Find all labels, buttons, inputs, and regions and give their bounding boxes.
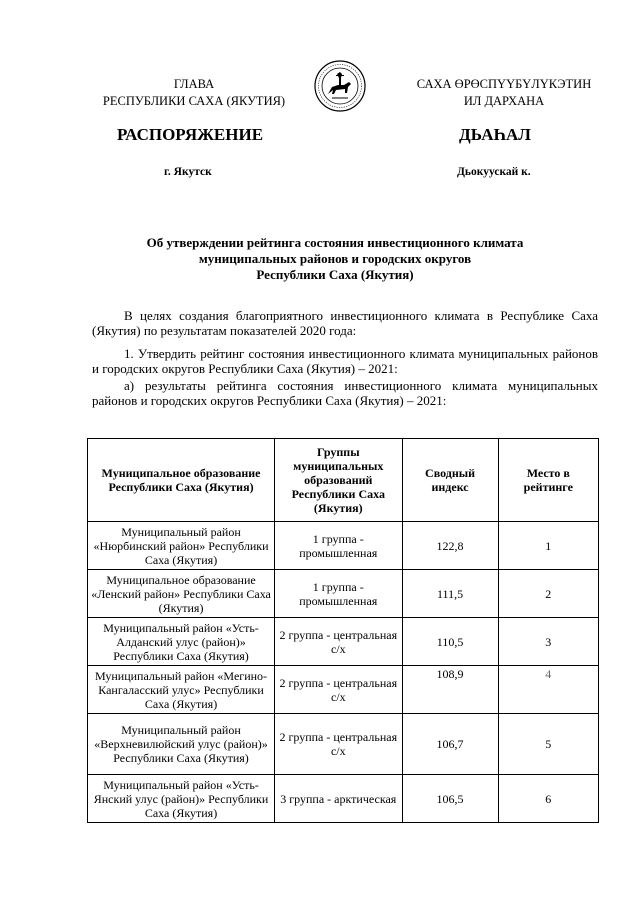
table-row bbox=[88, 775, 599, 823]
table-header-row bbox=[88, 439, 599, 522]
cell-index: 108,9 bbox=[402, 666, 498, 714]
cell-municipality: Муниципальный район «Усть-Янский улус (район)» Республики Саха (Якутия) bbox=[88, 775, 275, 823]
header-place: Место в рейтинге bbox=[498, 439, 598, 522]
cell-group: 1 группа - промышленная bbox=[275, 570, 402, 618]
cell-municipality: Муниципальный район «Верхневилюйский улус (район)» Республики Саха (Якутия) bbox=[88, 714, 275, 775]
rating-table bbox=[87, 438, 599, 823]
cell-group: 2 группа - центральная с/х bbox=[275, 714, 402, 775]
document-title-ru: РАСПОРЯЖЕНИЕ bbox=[116, 125, 264, 144]
subject-line-2: муниципальных районов и городских округов bbox=[198, 251, 472, 266]
subject-line-1: Об утверждении рейтинга состояния инвестиционного климата bbox=[146, 235, 524, 250]
cell-group: 2 группа - центральная с/х bbox=[275, 666, 402, 714]
header-group: Группы муниципальных образований Республики Саха (Якутия) bbox=[275, 439, 402, 522]
document-title-sakha: ДЬАҺАЛ bbox=[459, 125, 531, 144]
city-sakha: Дьокуускай к. bbox=[457, 166, 531, 178]
cell-group: 3 группа - арктическая bbox=[275, 775, 402, 823]
cell-index: 106,5 bbox=[402, 775, 498, 823]
cell-municipality: Муниципальный район «Мегино-Кангаласский улус» Республики Саха (Якутия) bbox=[88, 666, 275, 714]
header-right-line-2: ИЛ ДАРХАНА bbox=[463, 94, 545, 108]
cell-group: 1 группа - промышленная bbox=[275, 522, 402, 570]
cell-index: 110,5 bbox=[402, 618, 498, 666]
cell-municipality: Муниципальное образование «Ленский район» Республики Саха (Якутия) bbox=[88, 570, 275, 618]
cell-place: 3 bbox=[498, 618, 598, 666]
cell-index: 106,7 bbox=[402, 714, 498, 775]
cell-index: 122,8 bbox=[402, 522, 498, 570]
document-subject bbox=[100, 235, 570, 283]
header-left-line-1: ГЛАВА bbox=[173, 77, 215, 91]
cell-index: 111,5 bbox=[402, 570, 498, 618]
subject-line-3: Республики Саха (Якутия) bbox=[256, 267, 414, 282]
header-municipality: Муниципальное образование Республики Саха (Якутия) bbox=[88, 439, 275, 522]
paragraph-item-1: 1. Утвердить рейтинг состояния инвестиционного климата муниципальных районов и городских округов Республики Саха (Якутия) – 2021: bbox=[92, 346, 598, 376]
header-index: Сводный индекс bbox=[402, 439, 498, 522]
table-row bbox=[88, 666, 599, 714]
header-right-line-1: САХА ӨРӨСПҮҮБҮЛҮКЭТИН bbox=[416, 77, 592, 91]
header-right bbox=[388, 76, 620, 110]
table-row bbox=[88, 522, 599, 570]
sakha-republic-coat-of-arms-icon bbox=[314, 60, 366, 112]
paragraph-intro: В целях создания благоприятного инвестиционного климата в Республике Саха (Якутия) по результатам показателей 2020 года: bbox=[92, 308, 598, 338]
paragraph-item-a: а) результаты рейтинга состояния инвестиционного климата муниципальных районов и городских округов Республики Саха (Якутия) – 2021: bbox=[92, 378, 598, 408]
cell-place: 4 bbox=[498, 666, 598, 714]
cell-place: 1 bbox=[498, 522, 598, 570]
cell-municipality: Муниципальный район «Усть-Алданский улус (район)» Республики Саха (Якутия) bbox=[88, 618, 275, 666]
city-ru: г. Якутск bbox=[164, 166, 212, 178]
cell-place: 5 bbox=[498, 714, 598, 775]
cell-municipality: Муниципальный район «Нюрбинский район» Республики Саха (Якутия) bbox=[88, 522, 275, 570]
header-left bbox=[78, 76, 310, 110]
cell-place: 2 bbox=[498, 570, 598, 618]
cell-place: 6 bbox=[498, 775, 598, 823]
cell-group: 2 группа - центральная с/х bbox=[275, 618, 402, 666]
table-row bbox=[88, 570, 599, 618]
table-row bbox=[88, 618, 599, 666]
header-left-line-2: РЕСПУБЛИКИ САХА (ЯКУТИЯ) bbox=[102, 94, 286, 108]
table-row bbox=[88, 714, 599, 775]
